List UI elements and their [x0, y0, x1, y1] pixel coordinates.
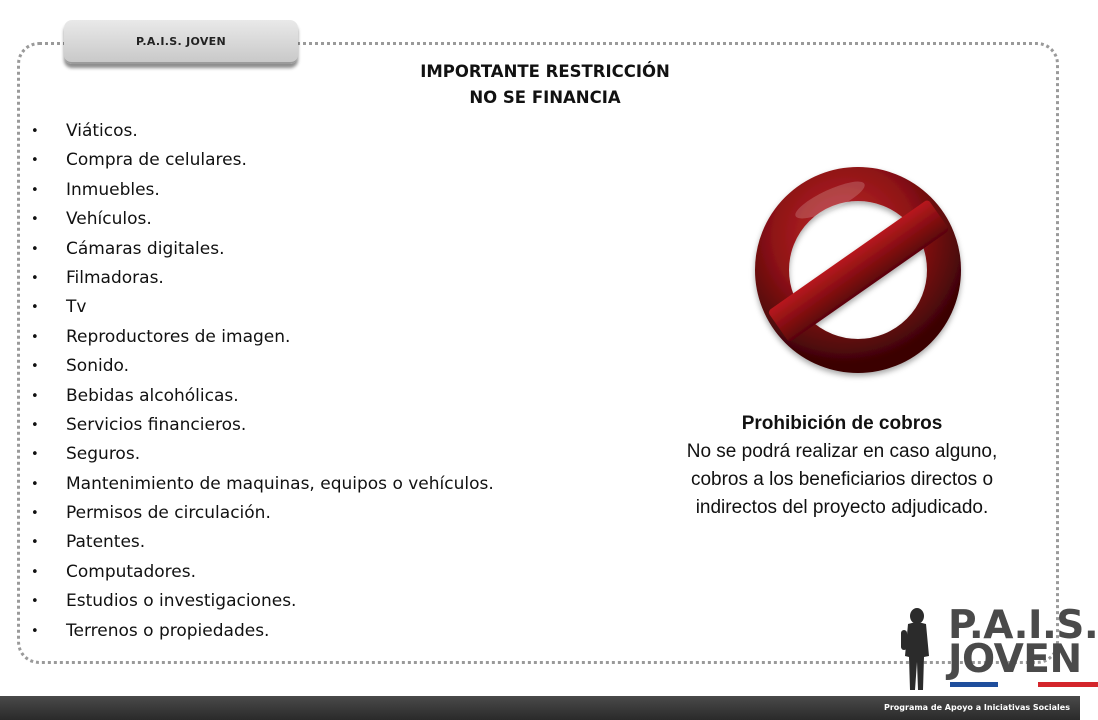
bullet-icon: •	[31, 594, 39, 610]
restriction-item	[28, 205, 494, 234]
restriction-item	[28, 146, 494, 175]
flag-stripe-segment	[998, 682, 1038, 687]
bullet-icon: •	[31, 535, 39, 551]
restriction-item	[28, 264, 494, 293]
flag-stripe-segment	[1038, 682, 1098, 687]
restriction-item	[28, 499, 494, 528]
bullet-icon: •	[31, 564, 39, 580]
bullet-icon: •	[31, 124, 39, 139]
restriction-item-label: Terrenos o propiedades.	[66, 620, 270, 641]
bullet-icon: •	[31, 153, 39, 169]
restriction-item-label: Patentes.	[66, 532, 146, 553]
restriction-heading-line2: NO SE FINANCIA	[469, 88, 621, 107]
restriction-item	[28, 235, 494, 264]
prohibition-title: Prohibición de cobros	[741, 413, 943, 434]
restriction-heading	[360, 59, 730, 111]
restriction-item	[28, 411, 494, 440]
restriction-item-label: Estudios o investigaciones.	[66, 591, 297, 612]
restriction-item	[28, 352, 494, 381]
footer-bar	[0, 696, 1080, 720]
no-entry-sign-icon	[748, 160, 968, 380]
prohibition-text-line3: indirectos del proyecto adjudicado.	[695, 497, 989, 518]
flag-stripe-segment	[950, 682, 998, 687]
restriction-item	[28, 382, 494, 411]
restriction-item	[28, 528, 494, 557]
bullet-icon: •	[31, 212, 39, 228]
bullet-icon: •	[31, 506, 39, 522]
bullet-icon: •	[31, 447, 39, 463]
section-tab	[64, 20, 298, 64]
logo-text-joven: JOVEN	[948, 637, 1082, 682]
bullet-icon: •	[31, 300, 39, 316]
bullet-icon: •	[31, 241, 39, 257]
restriction-item-label: Inmuebles.	[66, 179, 160, 200]
restriction-item-label: Seguros.	[66, 444, 141, 465]
bullet-icon: •	[31, 270, 39, 286]
restriction-item	[28, 323, 494, 352]
restriction-item	[28, 617, 494, 646]
restriction-item-label: Reproductores de imagen.	[66, 326, 291, 347]
restriction-item-label: Mantenimiento de maquinas, equipos o vehículos.	[66, 473, 494, 494]
restriction-item-label: Filmadoras.	[66, 267, 164, 288]
bullet-icon: •	[31, 388, 39, 404]
restriction-item-label: Tv	[66, 297, 87, 318]
restriction-item	[28, 440, 494, 469]
logo-text-pais: P.A.I.S.	[948, 603, 1098, 648]
restriction-item-label: Cámaras digitales.	[66, 238, 225, 259]
restriction-list	[28, 117, 494, 646]
restriction-item-label: Sonido.	[66, 356, 129, 377]
restriction-item-label: Permisos de circulación.	[66, 503, 271, 524]
restriction-item	[28, 176, 494, 205]
bullet-icon: •	[31, 329, 39, 345]
footer-program-name: Programa de Apoyo a Iniciativas Sociales	[883, 703, 1070, 712]
restriction-item-label: Bebidas alcohólicas.	[66, 385, 239, 406]
flag-stripe	[950, 682, 1098, 687]
restriction-item	[28, 587, 494, 616]
prohibition-note	[632, 410, 1052, 522]
restriction-item	[28, 117, 494, 146]
restriction-item-label: Vehículos.	[66, 209, 152, 230]
bullet-icon: •	[31, 359, 39, 375]
prohibition-text-line1: No se podrá realizar en caso alguno,	[686, 441, 998, 462]
bullet-icon: •	[31, 182, 39, 198]
section-tab-label: P.A.I.S. JOVEN	[136, 35, 226, 48]
restriction-heading-line1: IMPORTANTE RESTRICCIÓN	[420, 62, 670, 81]
prohibition-text-line2: cobros a los beneficiarios directos o	[690, 469, 994, 490]
silhouette-figure-icon	[901, 608, 929, 690]
bullet-icon: •	[31, 623, 39, 639]
bullet-icon: •	[31, 476, 39, 492]
restriction-item	[28, 558, 494, 587]
bullet-icon: •	[31, 417, 39, 433]
restriction-item	[28, 293, 494, 322]
restriction-item-label: Compra de celulares.	[66, 150, 247, 171]
restriction-item-label: Viáticos.	[66, 121, 138, 141]
restriction-item-label: Computadores.	[66, 561, 197, 582]
restriction-item	[28, 470, 494, 499]
restriction-item-label: Servicios financieros.	[66, 414, 247, 435]
